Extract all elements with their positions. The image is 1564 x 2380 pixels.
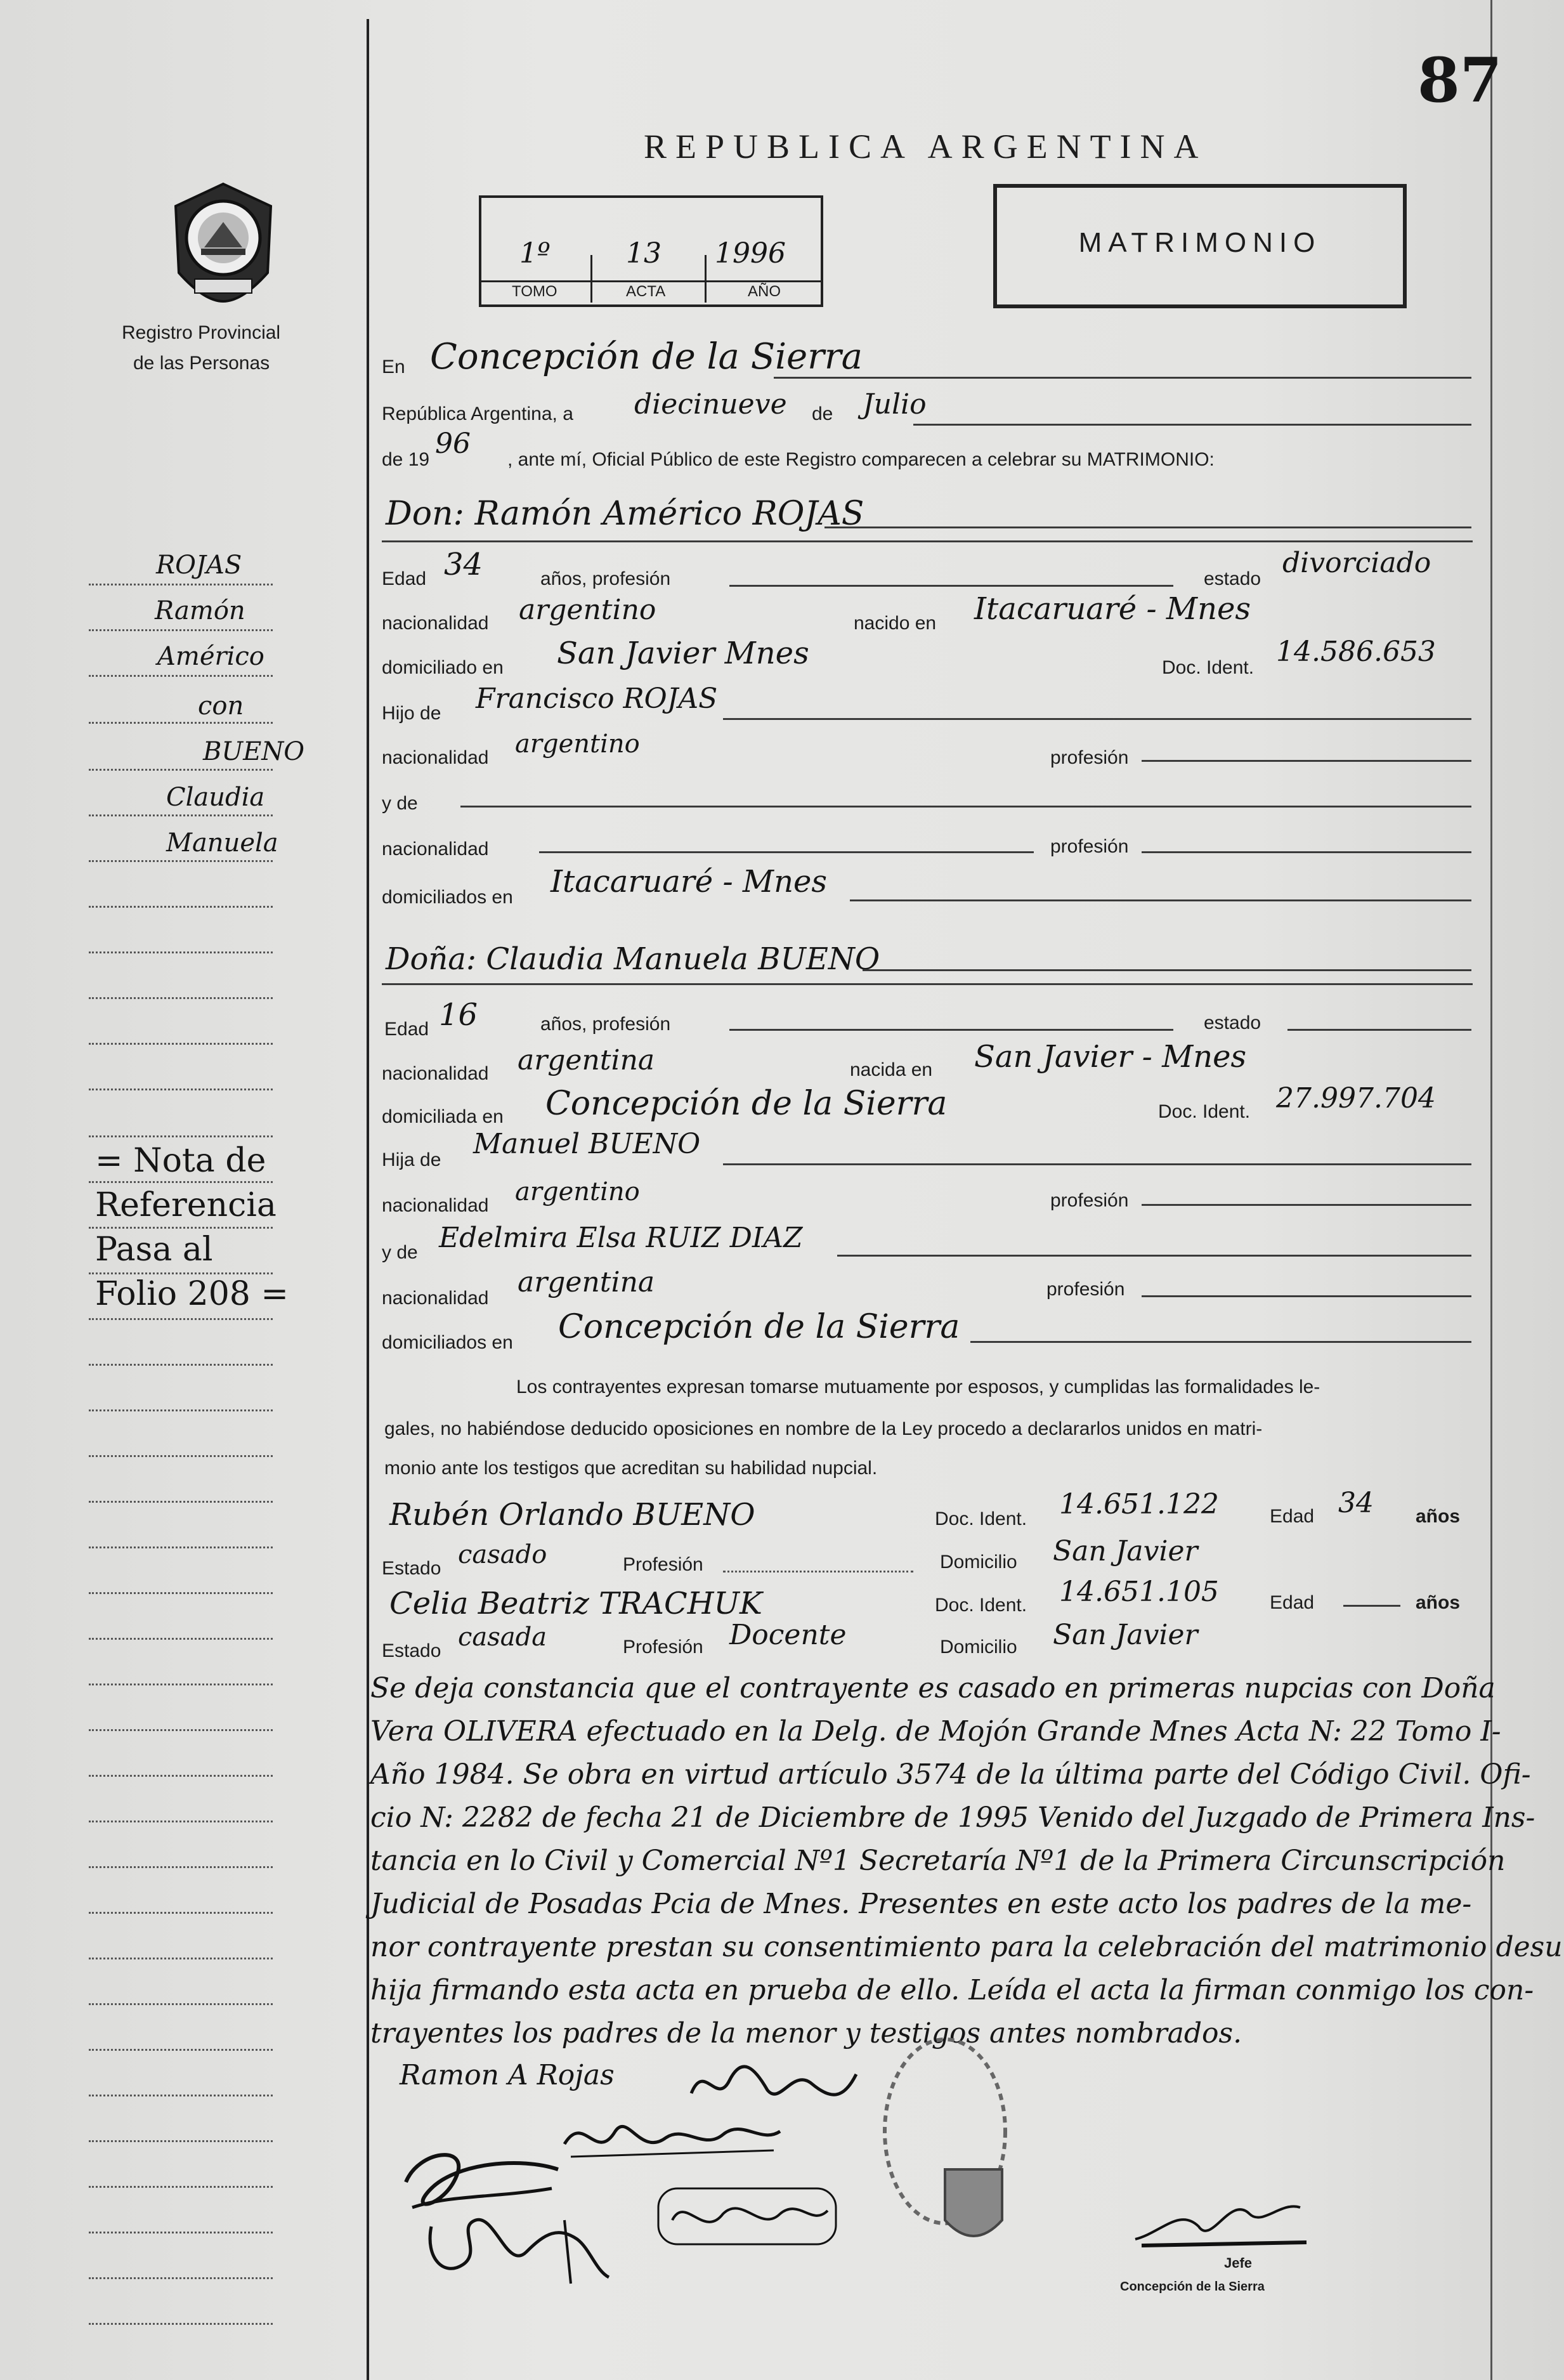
bride-mother-label: y de bbox=[382, 1242, 418, 1263]
witness-domicilio-label: Domicilio bbox=[940, 1552, 1017, 1573]
observation-line: Se deja constancia que el contrayente es casado en primeras nupcias con Doña bbox=[370, 1672, 1496, 1704]
margin-note: Folio 208 = bbox=[95, 1275, 289, 1313]
groom-domicile: San Javier Mnes bbox=[557, 636, 809, 671]
groom-signature: Ramon A Rojas bbox=[400, 2059, 615, 2091]
declaration-line: monio ante los testigos que acreditan su habilidad nupcial. bbox=[384, 1458, 878, 1479]
record-type-box bbox=[993, 184, 1407, 308]
witness-profesion: Docente bbox=[729, 1619, 847, 1651]
de-label: de bbox=[812, 403, 833, 424]
bride-birthplace: San Javier - Mnes bbox=[974, 1039, 1247, 1075]
registry-name: Registro Provincial bbox=[122, 322, 281, 343]
shield-stamp-icon bbox=[939, 2163, 1008, 2258]
witness-domicilio-label: Domicilio bbox=[940, 1637, 1017, 1658]
groom-mother-line bbox=[460, 806, 1471, 808]
margin-name: Ramón bbox=[155, 596, 245, 625]
registry-name-2: de las Personas bbox=[133, 353, 270, 374]
margin-name: con bbox=[198, 691, 244, 721]
bride-profesion-label: años, profesión bbox=[540, 1014, 671, 1035]
bride-domicile: Concepción de la Sierra bbox=[545, 1085, 948, 1123]
bride-father-prof-label: profesión bbox=[1050, 1190, 1129, 1211]
ano-label: AÑO bbox=[748, 283, 781, 300]
bride-estado-line bbox=[1287, 1029, 1471, 1031]
groom-rule bbox=[382, 540, 1473, 542]
witness-name: Celia Beatriz TRACHUK bbox=[389, 1586, 762, 1621]
bride-edad-label: Edad bbox=[384, 1019, 429, 1040]
witness-domicilio: San Javier bbox=[1053, 1535, 1198, 1567]
bride-hija-label: Hija de bbox=[382, 1149, 441, 1170]
tomo-label: TOMO bbox=[512, 283, 557, 300]
witness-domicilio: San Javier bbox=[1053, 1619, 1198, 1651]
witness-name: Rubén Orlando BUENO bbox=[389, 1497, 755, 1533]
groom-parents-dom-label: domiciliados en bbox=[382, 887, 513, 908]
groom-estado-label: estado bbox=[1204, 568, 1261, 589]
groom-age: 34 bbox=[444, 547, 483, 582]
intro-statement: , ante mí, Oficial Público de este Registro comparecen a celebrar su MATRIMONIO: bbox=[507, 449, 1215, 470]
place-value: Concepción de la Sierra bbox=[430, 336, 863, 377]
country-title: REPUBLICA ARGENTINA bbox=[644, 128, 1208, 166]
bride-nat-label: nacionalidad bbox=[382, 1063, 489, 1084]
tomo-value: 1º bbox=[519, 237, 551, 270]
bride-father-nat-label: nacionalidad bbox=[382, 1195, 489, 1216]
groom-birthplace: Itacaruaré - Mnes bbox=[974, 591, 1251, 627]
bride-rule bbox=[382, 983, 1473, 985]
province-seal-icon bbox=[166, 178, 280, 304]
acta-value: 13 bbox=[626, 237, 661, 270]
bride-name-line bbox=[863, 969, 1471, 971]
margin-rule bbox=[367, 19, 369, 2380]
margin-name: BUENO bbox=[203, 737, 305, 766]
groom-parents-domicile: Itacaruaré - Mnes bbox=[551, 864, 828, 899]
witness-edad-label: Edad bbox=[1270, 1592, 1315, 1613]
bride-parents-dom-label: domiciliados en bbox=[382, 1332, 513, 1353]
groom-nat: argentino bbox=[519, 594, 656, 626]
groom-father-line bbox=[723, 718, 1471, 720]
groom-mother-label: y de bbox=[382, 793, 418, 814]
margin-name: ROJAS bbox=[156, 551, 242, 580]
observation-line: tancia en lo Civil y Comercial Nº1 Secretaría Nº1 de la Primera Circunscripción bbox=[370, 1845, 1506, 1877]
observation-line: Año 1984. Se obra en virtud artículo 3574 de la última parte del Código Civil. Ofi- bbox=[370, 1758, 1531, 1791]
groom-father-nat: argentino bbox=[515, 729, 640, 759]
observation-line: cio N: 2282 de fecha 21 de Diciembre de 1995 Venido del Juzgado de Primera Ins- bbox=[370, 1801, 1535, 1834]
groom-father-prof-label: profesión bbox=[1050, 747, 1129, 768]
groom-name: Don: Ramón Américo ROJAS bbox=[386, 495, 864, 533]
margin-note: Pasa al bbox=[95, 1231, 213, 1269]
margin-name: Manuela bbox=[166, 828, 278, 858]
bride-name: Doña: Claudia Manuela BUENO bbox=[386, 941, 880, 977]
witness-estado-label: Estado bbox=[382, 1558, 441, 1579]
observation-line: nor contrayente prestan su consentimiento para la celebración del matrimonio desu bbox=[370, 1931, 1563, 1963]
groom-father-nat-label: nacionalidad bbox=[382, 747, 489, 768]
bride-mother-nat: argentina bbox=[518, 1266, 655, 1298]
bride-doc: 27.997.704 bbox=[1276, 1082, 1436, 1115]
witness-doc: 14.651.122 bbox=[1059, 1488, 1219, 1520]
page-edge-line bbox=[1490, 0, 1492, 2380]
folio-number: 87 bbox=[1417, 44, 1502, 116]
bride-parents-dom-line bbox=[970, 1341, 1471, 1343]
groom-profesion-label: años, profesión bbox=[540, 568, 671, 589]
declaration-line: gales, no habiéndose deducido oposiciones en nombre de la Ley procedo a declararlos unidos en matri- bbox=[384, 1418, 1263, 1439]
bride-age: 16 bbox=[439, 997, 478, 1033]
observation-line: trayentes los padres de la menor y testigos antes nombrados. bbox=[370, 2017, 1242, 2050]
margin-name: Claudia bbox=[166, 783, 265, 812]
signature-mark bbox=[653, 2182, 844, 2252]
bride-profesion-line bbox=[729, 1029, 1173, 1031]
year-prefix: de 19 bbox=[382, 449, 430, 470]
groom-mother-prof-label: profesión bbox=[1050, 836, 1129, 857]
margin-name: Américo bbox=[157, 642, 264, 671]
bride-mother: Edelmira Elsa RUIZ DIAZ bbox=[439, 1222, 803, 1254]
bride-father: Manuel BUENO bbox=[473, 1128, 701, 1160]
groom-mother-prof-line bbox=[1142, 851, 1471, 853]
witness-doc-label: Doc. Ident. bbox=[935, 1508, 1027, 1529]
signature-mark bbox=[558, 2106, 786, 2169]
groom-doc-label: Doc. Ident. bbox=[1162, 657, 1254, 678]
groom-doc: 14.586.653 bbox=[1276, 636, 1436, 668]
year-suffix: 96 bbox=[435, 428, 471, 460]
acta-label: ACTA bbox=[626, 283, 666, 300]
witness-estado-label: Estado bbox=[382, 1640, 441, 1661]
witness-age-line bbox=[1343, 1605, 1400, 1607]
margin-note: Referencia bbox=[95, 1186, 277, 1224]
groom-father: Francisco ROJAS bbox=[476, 683, 718, 715]
groom-name-line bbox=[824, 526, 1471, 528]
witness-profesion-line bbox=[723, 1571, 913, 1573]
bride-parents-domicile: Concepción de la Sierra bbox=[558, 1308, 960, 1346]
witness-doc-label: Doc. Ident. bbox=[935, 1595, 1027, 1616]
groom-hijo-label: Hijo de bbox=[382, 703, 441, 724]
witness-anos-label: años bbox=[1416, 1506, 1461, 1527]
signature-mark bbox=[419, 2201, 634, 2296]
signature-mark bbox=[1129, 2182, 1319, 2258]
observation-line: hija firmando esta acta en prueba de ello. Leída el acta la firman conmigo los con- bbox=[370, 1974, 1534, 2006]
bride-estado-label: estado bbox=[1204, 1012, 1261, 1033]
bride-mother-prof-line bbox=[1142, 1295, 1471, 1297]
witness-profesion-label: Profesión bbox=[623, 1637, 703, 1658]
bride-mother-nat-label: nacionalidad bbox=[382, 1288, 489, 1309]
observation-line: Vera OLIVERA efectuado en la Delg. de Mojón Grande Mnes Acta N: 22 Tomo I- bbox=[370, 1715, 1501, 1748]
record-number-box bbox=[479, 195, 823, 307]
witness-estado: casada bbox=[458, 1623, 547, 1652]
groom-mother-nat-line bbox=[539, 851, 1034, 853]
officer-line-2: Concepción de la Sierra bbox=[1120, 2280, 1265, 2294]
groom-dom-label: domiciliado en bbox=[382, 657, 504, 678]
observation-line: Judicial de Posadas Pcia de Mnes. Presentes en este acto los padres de la me- bbox=[370, 1888, 1472, 1920]
declaration-line: Los contrayentes expresan tomarse mutuamente por esposos, y cumplidas las formalidades le- bbox=[516, 1376, 1320, 1397]
bride-doc-label: Doc. Ident. bbox=[1158, 1101, 1251, 1122]
month-value: Julio bbox=[863, 388, 927, 421]
witness-profesion-label: Profesión bbox=[623, 1554, 703, 1575]
bride-nat: argentina bbox=[518, 1044, 655, 1076]
groom-mother-nat-label: nacionalidad bbox=[382, 839, 489, 860]
bride-dom-label: domiciliada en bbox=[382, 1106, 504, 1127]
month-line bbox=[913, 424, 1471, 426]
officer-line-1: Jefe bbox=[1224, 2255, 1253, 2271]
bride-mother-line bbox=[837, 1255, 1471, 1257]
en-label: En bbox=[382, 356, 405, 377]
signature-mark bbox=[685, 2055, 863, 2112]
republica-label: República Argentina, a bbox=[382, 403, 573, 424]
witness-estado: casado bbox=[458, 1540, 547, 1569]
witness-age: 34 bbox=[1338, 1487, 1374, 1519]
day-value: diecinueve bbox=[634, 388, 787, 421]
bride-mother-prof-label: profesión bbox=[1046, 1279, 1125, 1300]
witness-anos-label: años bbox=[1416, 1592, 1461, 1613]
groom-profesion-line bbox=[729, 585, 1173, 587]
bride-father-line bbox=[723, 1163, 1471, 1165]
witness-edad-label: Edad bbox=[1270, 1506, 1315, 1527]
groom-edad-label: Edad bbox=[382, 568, 427, 589]
record-type: MATRIMONIO bbox=[1078, 227, 1322, 258]
groom-estado: divorciado bbox=[1282, 547, 1431, 579]
groom-parents-dom-line bbox=[850, 899, 1471, 901]
bride-father-nat: argentino bbox=[515, 1177, 640, 1206]
bride-nacida-label: nacida en bbox=[850, 1059, 933, 1080]
bride-father-prof-line bbox=[1142, 1204, 1471, 1206]
groom-father-prof-line bbox=[1142, 760, 1471, 762]
margin-note: = Nota de bbox=[95, 1142, 266, 1180]
ano-value: 1996 bbox=[715, 237, 786, 270]
groom-nat-label: nacionalidad bbox=[382, 613, 489, 634]
groom-nacido-label: nacido en bbox=[854, 613, 937, 634]
witness-doc: 14.651.105 bbox=[1059, 1576, 1219, 1608]
place-line bbox=[774, 377, 1471, 379]
